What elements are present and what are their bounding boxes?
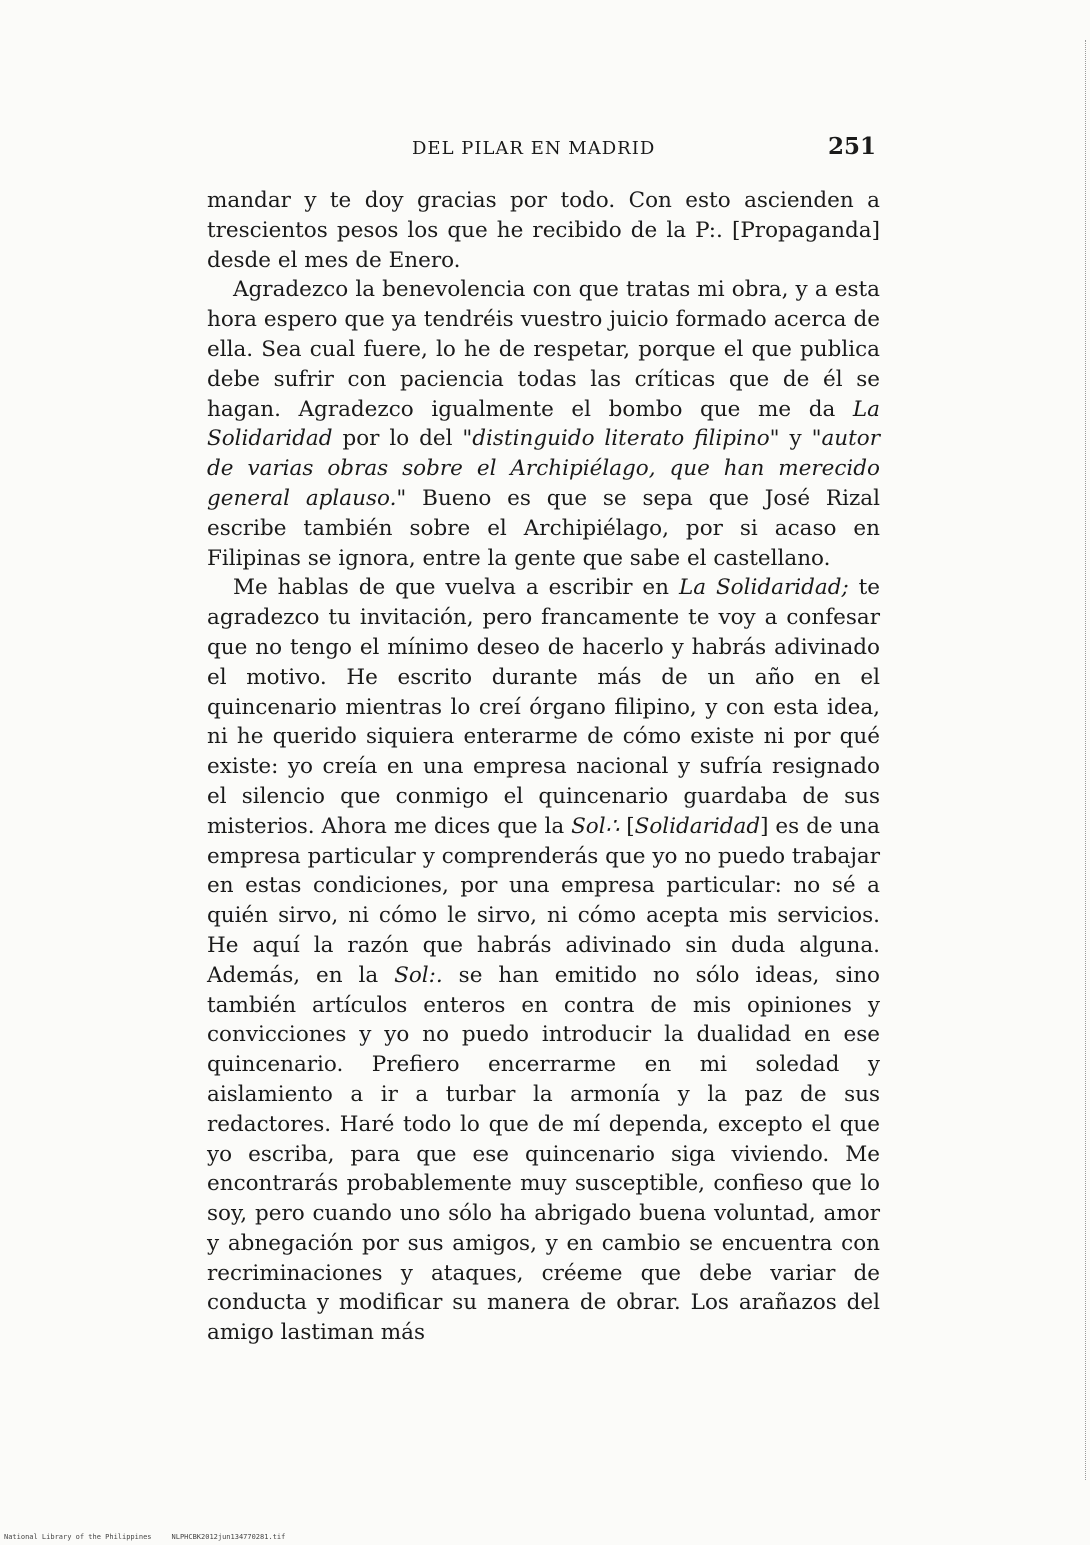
p2-italic-f: "autor de varias obras sobre el Archipiélago, que han merecido general aplauso." bbox=[207, 426, 880, 511]
footer-file-id: NLPHCBK2012jun134770281.tif bbox=[171, 1533, 286, 1541]
body-text bbox=[207, 186, 880, 1348]
running-title: DEL PILAR EN MADRID bbox=[412, 138, 656, 159]
p3-italic-b: La Solidaridad; bbox=[678, 575, 849, 601]
p2-text-c: por lo del bbox=[332, 426, 463, 452]
p2-text-g: Bueno es que se sepa que José Rizal escribe también sobre el Archipiélago, por si acaso en Filipinas se ignora, entre la gente que sabe el castellano. bbox=[207, 485, 881, 571]
p3-italic-h: Sol:. bbox=[394, 962, 443, 988]
running-head bbox=[207, 132, 880, 172]
scan-footer bbox=[4, 1533, 285, 1541]
p3-text-i: se han emitido no sólo ideas, sino también artículos enteros en contra de mis opiniones y convicciones y yo no puedo introducir la dualidad en ese quincenario. Prefiero encerrarme en mi soledad y aislamiento a ir a turbar la armonía y la paz de sus redactores. Haré todo lo que de mí dependa, excepto el que yo escriba, para que ese quincenario siga viviendo. Me encontrarás probablemente muy susceptible, confieso que lo soy, pero cuando uno sólo ha abrigado buena voluntad, amor y abnegación por sus amigos, y en cambio se encuentra con recriminaciones y ataques, créeme que debe variar de conducta y modificar su manera de obrar. Los arañazos del amigo lastiman más bbox=[207, 962, 880, 1346]
p2-text-a: Agradezco la benevolencia con que tratas mi obra, y a esta hora espero que ya tendréis vuestro juicio formado acerca de ella. Sea cual fuere, lo he de respetar, porque el que publica debe sufrir con paciencia todas las críticas que de él se hagan. Agradezco igualmente el bombo que me da bbox=[207, 277, 880, 422]
footer-library: National Library of the Philippines bbox=[4, 1533, 152, 1541]
p2-text-e: y bbox=[779, 426, 812, 452]
p3-text-g: ] es de una empresa particular y comprenderás que yo no puedo trabajar en estas condiciones, por una empresa particular: no sé a quién sirvo, ni cómo le sirvo, ni cómo acepta mis servicios. He aquí la razón que habrás adivinado sin duda alguna. Además, en la bbox=[207, 813, 880, 988]
page-number: 251 bbox=[827, 133, 876, 160]
p3-text-c: te agradezco tu invitación, pero francamente te voy a confesar que no tengo el mínimo deseo de hacerlo y habrás adivinado el motivo. He escrito durante más de un año en el quincenario mientras lo creí órgano filipino, y con esta idea, ni he querido siquiera enterarme de cómo existe ni por qué existe: yo creía en una empresa nacional y sufría resignado el silencio que conmigo el quincenario guardaba de sus misterios. Ahora me dices que la bbox=[207, 575, 881, 839]
paragraph-1-text: mandar y te doy gracias por todo. Con esto ascienden a trescientos pesos los que he recibido de la P:. [Propaganda] desde el mes de Enero. bbox=[207, 188, 880, 273]
p2-italic-b: La Solidaridad bbox=[207, 396, 880, 452]
paragraph-3 bbox=[207, 573, 880, 1348]
paragraph-1 bbox=[207, 186, 880, 275]
p2-italic-d: "distinguido literato filipino" bbox=[462, 426, 780, 452]
p3-text-a: Me hablas de que vuelva a escribir en bbox=[233, 575, 679, 601]
p3-italic-f: Solidaridad bbox=[634, 813, 761, 839]
scan-edge-line bbox=[1085, 40, 1086, 1480]
paragraph-2 bbox=[207, 275, 880, 573]
book-page bbox=[207, 132, 880, 1352]
p3-italic-d: Sol∴ bbox=[571, 813, 620, 839]
p3-text-e: [ bbox=[619, 813, 635, 839]
